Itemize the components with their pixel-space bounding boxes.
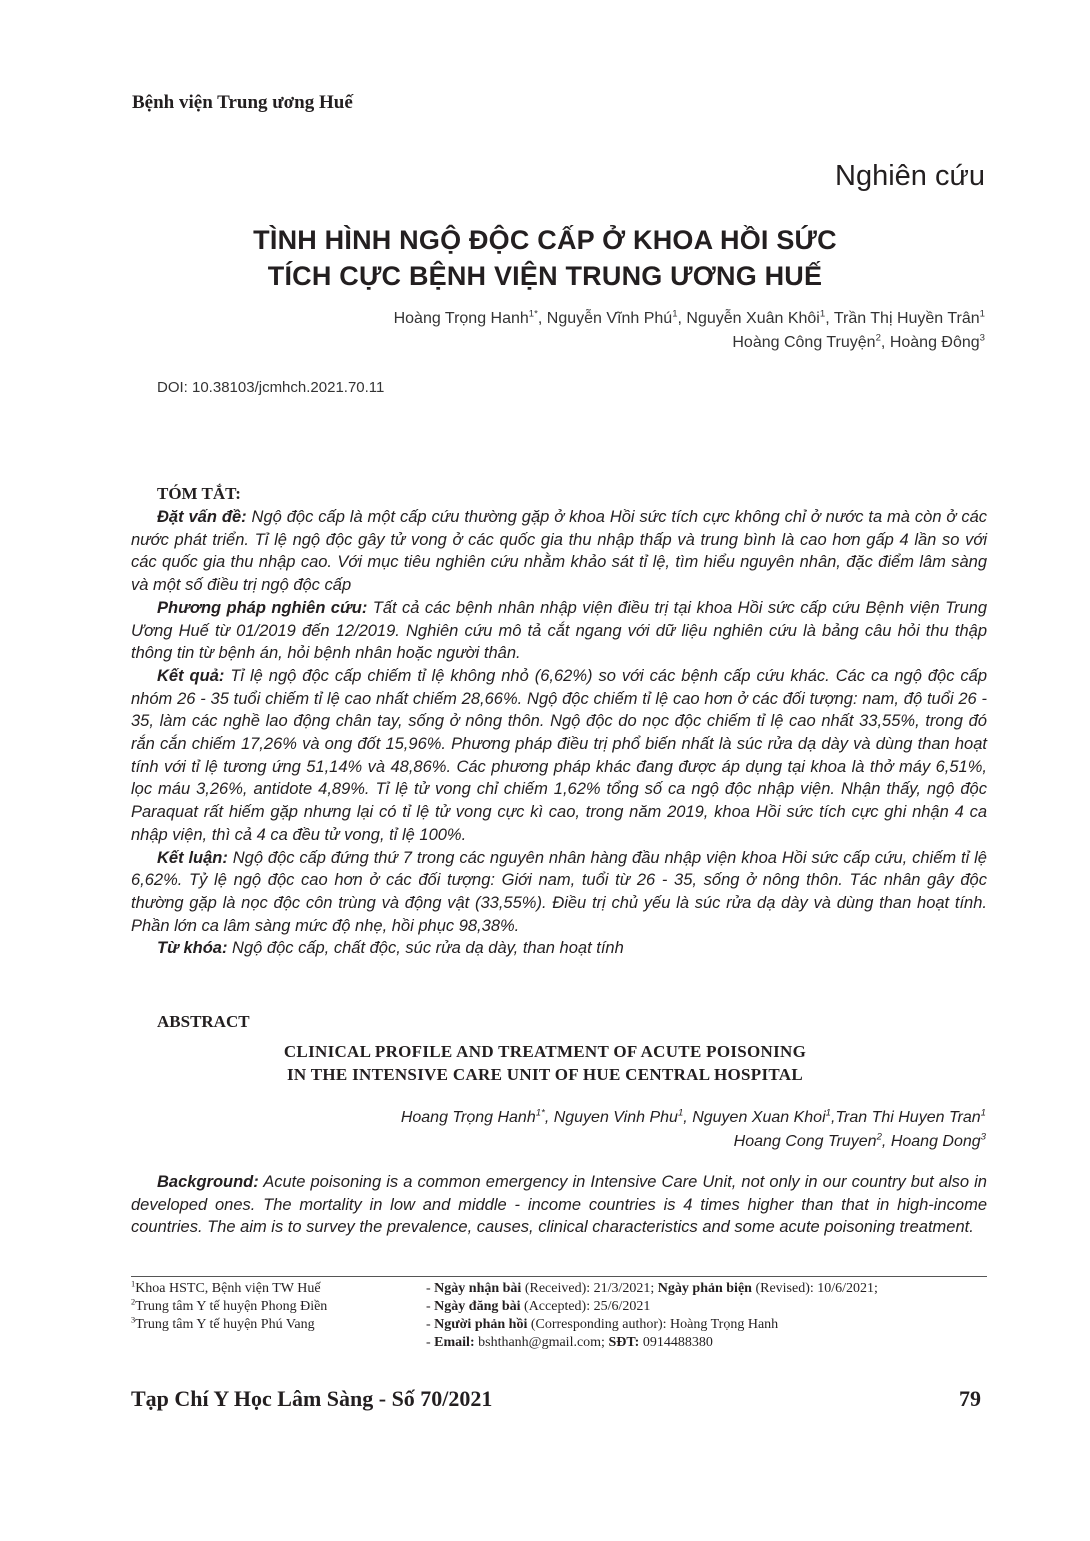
paragraph-text: Ngộ độc cấp, chất độc, súc rửa dạ dày, than hoạt tính xyxy=(227,939,624,958)
author-separator: , xyxy=(830,1109,836,1126)
received-text: (Received): 21/3/2021; xyxy=(521,1281,658,1296)
section-label: Nghiên cứu xyxy=(835,160,985,192)
footnote-dash: - xyxy=(426,1335,435,1350)
page-number: 79 xyxy=(959,1386,981,1411)
accepted-row xyxy=(426,1298,996,1316)
paragraph-label: Background: xyxy=(157,1173,259,1191)
author-affiliation-mark: 1 xyxy=(672,308,678,320)
author-affiliation-mark: 1* xyxy=(535,1107,545,1119)
accepted-text: (Accepted): 25/6/2021 xyxy=(520,1299,651,1314)
author-separator: , xyxy=(677,310,687,327)
accepted-label: Ngày đăng bài xyxy=(434,1299,521,1314)
affiliation-footnotes xyxy=(131,1280,411,1334)
affiliation-item xyxy=(131,1280,411,1298)
paragraph-text: Ngộ độc cấp là một cấp cứu thường gặp ở khoa Hồi sức tích cực không chỉ ở nước ta mà còn ở các nước phát triển. Tỉ lệ ngộ độc gây tử vong ở các quốc gia thu nhập thấp và trung bình là cao hơn gấp 4 lần so với các quốc gia thu nhập cao. Với mục tiêu nghiên cứu nhằm khảo sát tỉ lệ, tìm hiểu nguyên nhân, đặc điểm lâm sàng và một số điều trị ngộ độc cấp xyxy=(131,508,988,595)
paragraph-label: Đặt vấn đề: xyxy=(157,508,247,526)
author-name: Hoàng Đông xyxy=(889,334,980,351)
authors-english xyxy=(401,1106,986,1154)
authors-vi-line-1 xyxy=(394,307,985,331)
english-title xyxy=(0,1040,1090,1086)
abstract-background xyxy=(131,1171,987,1239)
author-name: Hoang Trọng Hanh xyxy=(400,1109,536,1126)
corresponding-text: (Corresponding author): Hoàng Trọng Hanh xyxy=(527,1317,779,1332)
author-affiliation-mark: 1 xyxy=(677,1107,684,1119)
paragraph-text: Ngộ độc cấp đứng thứ 7 trong các nguyên nhân hàng đầu nhập viện khoa Hồi sức cấp cứu, chiếm tỉ lệ 6,62%. Tỷ lệ ngộ độc cao hơn ở các đối tượng: Giới nam, tuổi từ 26 - 35, sống ở nông thôn. Tác nhân gây độc thường gặp là nọc độc côn trùng và động vật (33,55%). Điều trị chủ yếu là súc rửa dạ dày và dùng than hoạt tính. Phần lớn ca lâm sàng mức độ nhẹ, hồi phục 98,38%. xyxy=(131,848,987,935)
paragraph-text: Tỉ lệ ngộ độc cấp chiếm tỉ lệ không nhỏ (6,62%) so với các bệnh cấp cứu khác. Các ca ngộ độc cấp nhóm 26 - 35 tuổi chiếm tỉ lệ cao nhất chiếm 28,66%. Ngộ độc chiếm tỉ lệ cao hơn ở các đối tượng: nam, độ tuổi 26 - 35, làm các nghề lao động chân tay, sống ở nông thôn. Ngộ độc do nọc độc chiếm tỉ lệ cao nhất 33,55%, trong đó rắn cắn chiếm 17,26% và ong đốt 15,96%. Phương pháp điều trị phổ biến nhất là súc rửa dạ dày và dùng than hoạt tính với tỉ lệ tương ứng 51,14% và 48,86%. Các phương pháp khác đang được áp dụng tại khoa là thở máy 6,51%, lọc máu 3,26%, antidote 4,89%. Tỉ lệ tử vong chỉ chiếm 1,62% tổng số ca ngộ độc nhập viện. Nhận thấy, ngộ độc Paraquat rất hiếm gặp nhưng lại có tỉ lệ tử vong cực kì cao, trong năm 2019, khoa Hồi sức tích cực ghi nhận 4 ca nhập viện, thì cả 4 ca đều tử vong, tỉ lệ 100%. xyxy=(131,666,987,844)
corresponding-label: Người phản hồi xyxy=(434,1317,528,1332)
summary-paragraph xyxy=(131,506,987,597)
author-name: Hoàng Trọng Hanh xyxy=(393,310,529,327)
author-name: Nguyen Xuan Khoi xyxy=(692,1109,826,1126)
author-affiliation-mark: 1 xyxy=(980,1107,986,1119)
revised-label: Ngày phản biện xyxy=(657,1281,752,1296)
affiliation-text: Trung tâm Y tế huyện Phú Vang xyxy=(135,1317,315,1332)
author-separator: , xyxy=(683,1109,693,1126)
paragraph-text: Acute poisoning is a common emergency in Intensive Care Unit, not only in our country but also in developed ones. The mortality in low and middle - income countries is 4 times higher than that in high-income countries. The aim is to survey the prevalence, causes, clinical characteristics and some acute poisoning treatment. xyxy=(131,1173,987,1237)
affiliation-item xyxy=(131,1298,411,1316)
authors-vi-line-2 xyxy=(394,331,985,355)
summary-paragraph xyxy=(131,937,987,960)
article-title xyxy=(0,222,1090,294)
paragraph-text: Tất cả các bệnh nhân nhập viện điều trị tại khoa Hồi sức cấp cứu Bệnh viện Trung Ương Huế từ 01/2019 đến 12/2019. Nghiên cứu mô tả cắt ngang với dữ liệu nghiên cứu là bảng câu hỏi thu thập thông tin từ bệnh án, hỏi bệnh nhân hoặc người thân. xyxy=(131,598,987,663)
author-separator: , xyxy=(881,1133,891,1150)
revised-text: (Revised): 10/6/2021; xyxy=(751,1281,878,1296)
summary-body xyxy=(131,506,987,960)
author-name: Nguyễn Xuân Khôi xyxy=(686,310,820,327)
author-affiliation-mark: 1* xyxy=(528,308,538,320)
footnote-dash: - xyxy=(426,1299,435,1314)
phone-text: 0914488380 xyxy=(639,1335,713,1350)
summary-paragraph xyxy=(131,847,987,938)
author-affiliation-mark: 1 xyxy=(825,1107,831,1119)
author-name: Nguyễn Vĩnh Phú xyxy=(546,310,673,327)
author-affiliation-mark: 1 xyxy=(979,308,985,320)
author-name: Hoàng Công Truyện xyxy=(732,334,876,351)
affiliation-text: Khoa HSTC, Bệnh viện TW Huế xyxy=(135,1281,321,1296)
affiliation-mark: 3 xyxy=(131,1315,136,1325)
corresponding-row xyxy=(426,1316,996,1334)
email-label: Email: xyxy=(434,1335,475,1350)
author-name: Hoang Dong xyxy=(890,1133,981,1150)
received-revised-row xyxy=(426,1280,996,1298)
received-label: Ngày nhận bài xyxy=(434,1281,522,1296)
authors-en-line-1 xyxy=(401,1106,986,1130)
author-separator: , xyxy=(825,310,834,327)
author-affiliation-mark: 3 xyxy=(980,1131,986,1143)
author-separator: , xyxy=(537,310,547,327)
authors-en-line-2 xyxy=(401,1130,986,1154)
english-title-line-1: CLINICAL PROFILE AND TREATMENT OF ACUTE POISONING xyxy=(283,1042,807,1061)
author-affiliation-mark: 2 xyxy=(876,1131,882,1143)
phone-label: SĐT: xyxy=(608,1335,640,1350)
affiliation-item xyxy=(131,1316,411,1334)
english-title-line-2: IN THE INTENSIVE CARE UNIT OF HUE CENTRAL HOSPITAL xyxy=(287,1065,803,1084)
summary-heading: TÓM TẮT: xyxy=(157,484,241,503)
article-dates-footnotes xyxy=(426,1280,996,1352)
footnote-divider xyxy=(131,1276,987,1277)
article-title-line-2: TÍCH CỰC BỆNH VIỆN TRUNG ƯƠNG HUẾ xyxy=(267,261,823,291)
summary-paragraph xyxy=(131,597,987,665)
abstract-heading: ABSTRACT xyxy=(157,1012,250,1031)
contact-row xyxy=(426,1334,996,1352)
journal-header: Bệnh viện Trung ương Huế xyxy=(132,92,353,113)
author-name: Nguyen Vinh Phu xyxy=(553,1109,678,1126)
author-affiliation-mark: 1 xyxy=(819,308,826,320)
author-separator: , xyxy=(544,1109,554,1126)
paragraph-label: Kết quả: xyxy=(157,666,225,685)
background-paragraph xyxy=(131,1171,987,1239)
affiliation-mark: 2 xyxy=(131,1297,136,1307)
author-separator: , xyxy=(880,334,890,351)
summary-paragraph xyxy=(131,665,987,847)
affiliation-text: Trung tâm Y tế huyện Phong Điền xyxy=(135,1299,328,1314)
authors-vietnamese xyxy=(394,307,985,355)
author-affiliation-mark: 2 xyxy=(875,332,881,344)
footnote-dash: - xyxy=(426,1317,435,1332)
paragraph-label: Từ khóa: xyxy=(157,939,228,958)
doi: DOI: 10.38103/jcmhch.2021.70.11 xyxy=(157,379,385,396)
paragraph-label: Kết luận: xyxy=(157,848,228,867)
article-title-line-1: TÌNH HÌNH NGỘ ĐỘC CẤP Ở KHOA HỒI SỨC xyxy=(253,225,837,255)
footnote-dash: - xyxy=(426,1281,435,1296)
affiliation-mark: 1 xyxy=(131,1279,136,1289)
email-text[interactable]: bshthanh@gmail.com; xyxy=(474,1335,609,1350)
paragraph-label: Phương pháp nghiên cứu: xyxy=(157,598,368,617)
author-affiliation-mark: 3 xyxy=(979,332,985,344)
author-name: Trần Thị Huyền Trân xyxy=(833,310,980,327)
footer-journal: Tạp Chí Y Học Lâm Sàng - Số 70/2021 xyxy=(131,1386,493,1411)
author-name: Hoang Cong Truyen xyxy=(733,1133,877,1150)
author-name: Tran Thi Huyen Tran xyxy=(835,1109,981,1126)
